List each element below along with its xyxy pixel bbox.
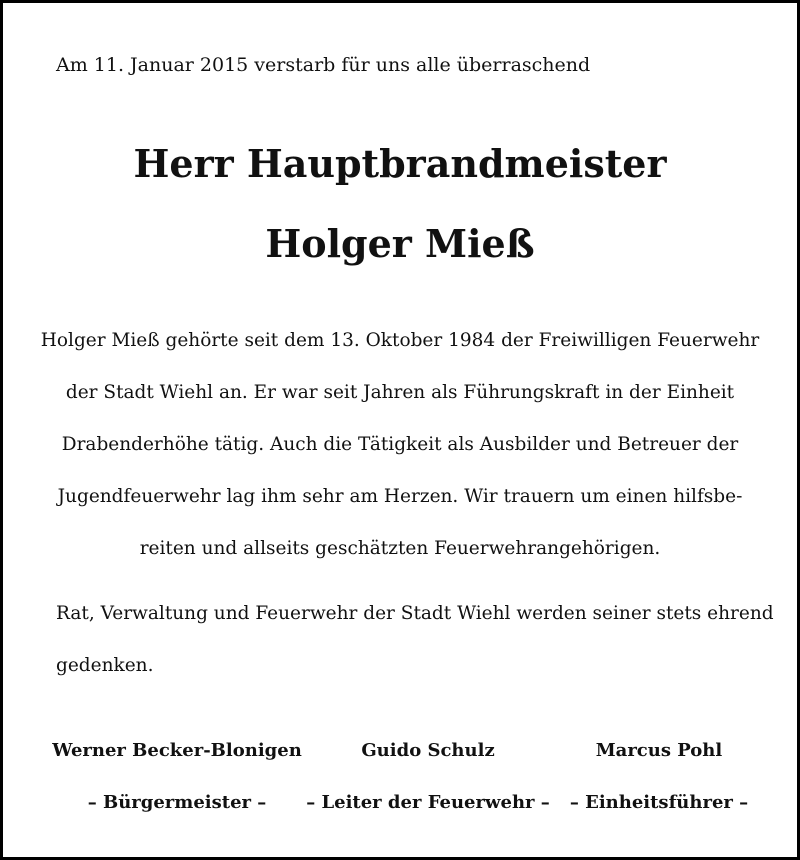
intro-text: Am 11. Januar 2015 verstarb für uns alle überraschend — [56, 54, 591, 76]
signatory-mayor — [47, 736, 307, 818]
signatory-name: Guido Schulz — [361, 740, 495, 761]
signatory-fire-chief — [298, 736, 558, 818]
signatory-role: – Bürgermeister – — [87, 792, 267, 813]
deceased-name: Holger Mieß — [265, 221, 535, 266]
signatory-role: – Einheitsführer – — [569, 792, 749, 813]
signatory-unit-leader — [529, 736, 789, 818]
tribute-line: Jugendfeuerwehr lag ihm sehr am Herzen. Wir trauern um einen hilfsbe- — [57, 486, 743, 507]
tribute-line: der Stadt Wiehl an. Er war seit Jahren als Führungskraft in der Einheit — [65, 382, 735, 403]
signatory-role: – Leiter der Feuerwehr – — [306, 792, 550, 813]
tribute-line: Drabenderhöhe tätig. Auch die Tätigkeit als Ausbilder und Betreuer der — [61, 434, 739, 455]
signatories — [3, 736, 797, 826]
closing-paragraph — [56, 596, 774, 700]
signatory-name: Werner Becker-Blonigen — [52, 740, 302, 761]
tribute-line: Holger Mieß gehörte seit dem 13. Oktober 1984 der Freiwilligen Feuerwehr — [40, 330, 760, 351]
tribute-line: reiten und allseits geschätzten Feuerwehrangehörigen. — [139, 538, 661, 559]
tribute-paragraph — [23, 323, 777, 583]
signatory-name: Marcus Pohl — [595, 740, 723, 761]
closing-line: gedenken. — [56, 655, 154, 676]
closing-line: Rat, Verwaltung und Feuerwehr der Stadt Wiehl werden seiner stets ehrend — [56, 603, 774, 624]
deceased-rank: Herr Hauptbrandmeister — [133, 141, 667, 186]
